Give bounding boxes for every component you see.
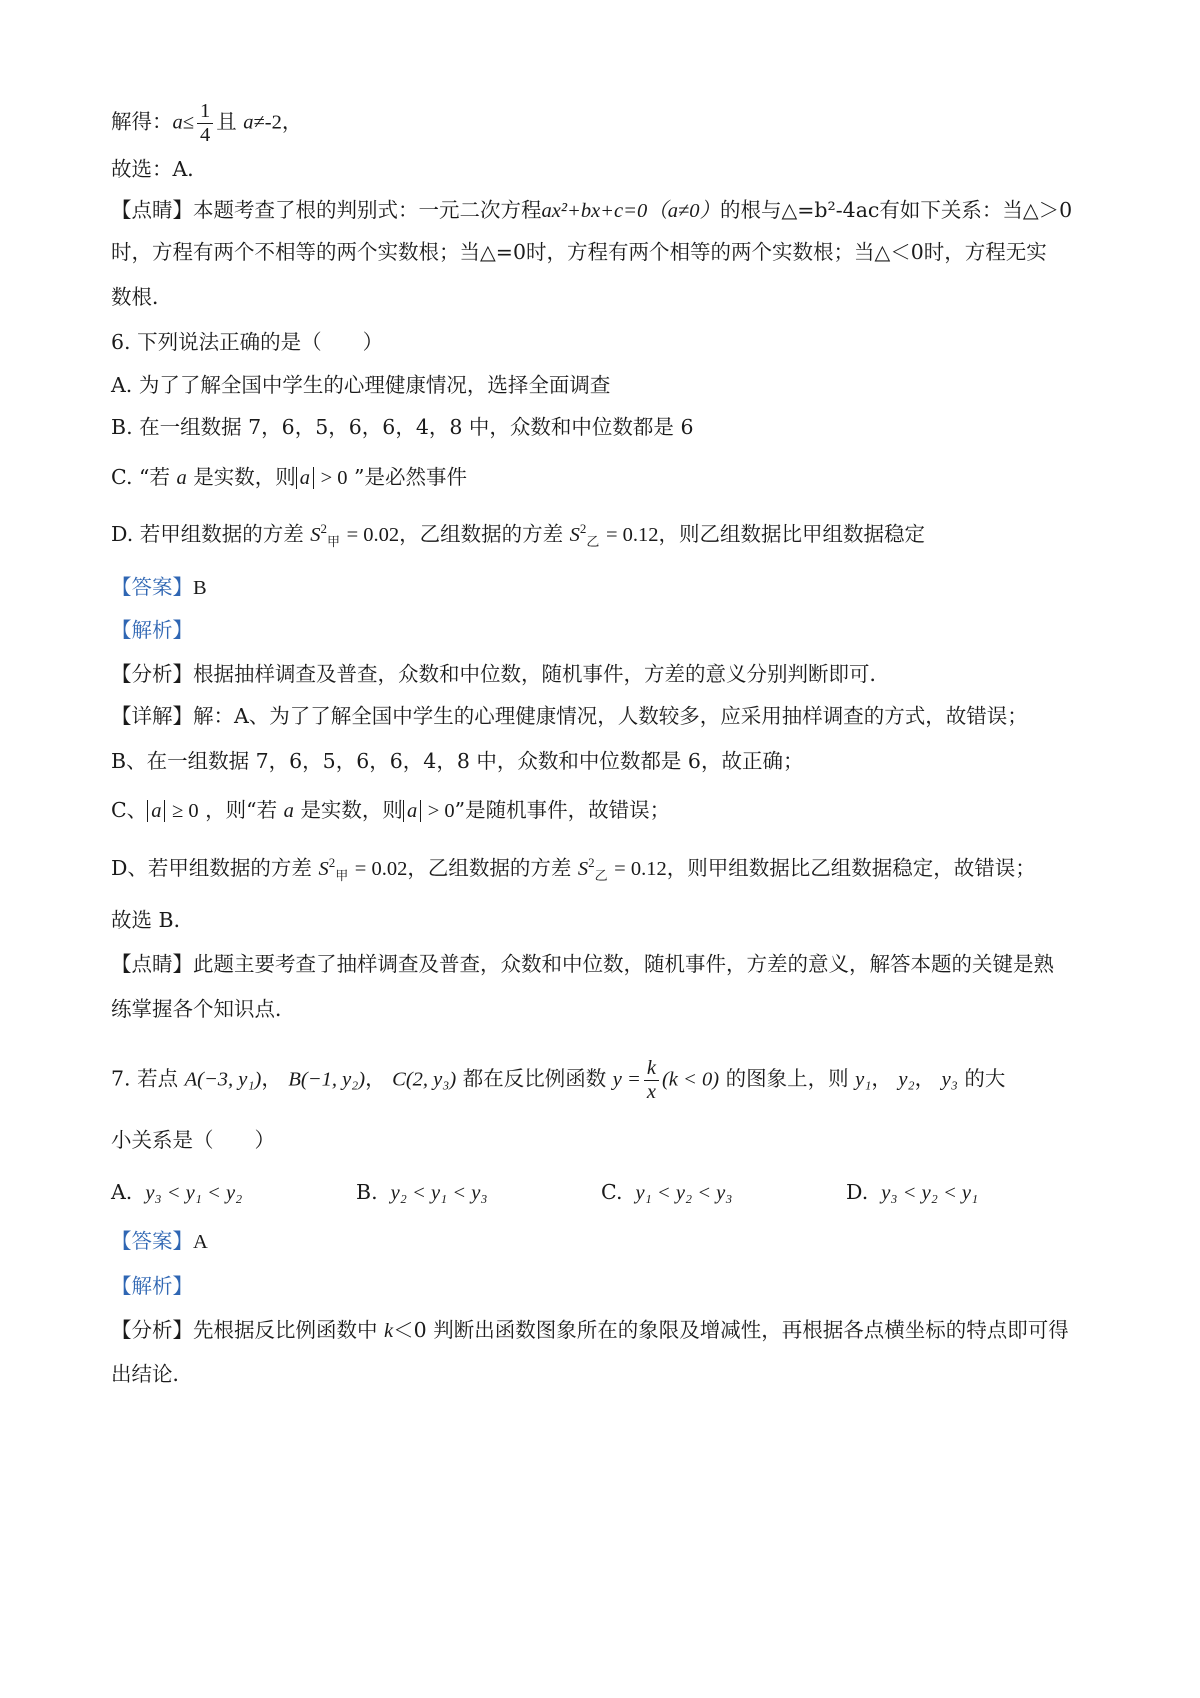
q6-xiangjie-d [111,855,1036,885]
text: ，乙组数据的方差 [407,856,572,880]
q7-fenxi-line1 [111,1318,1069,1344]
answer-tag: 【答案】 [111,1229,193,1253]
sup: 2 [579,521,587,537]
sub-jia: 甲 [327,535,341,551]
q7-option-b [356,1180,601,1206]
text: ”是必然事件 [354,465,468,489]
abs-a: a [147,800,165,822]
text: 7. 若点 [111,1066,179,1091]
q7-stem-line2: 小关系是（ ） [111,1128,275,1152]
option-text: y₃ < y₁ < y₂ [145,1182,243,1204]
solve-prefix: 解得： [111,109,173,134]
frac-denominator: x [646,1080,656,1103]
answer-value: B [193,577,207,599]
var-k: k [384,1320,394,1342]
q6-dianjing-line2: 练掌握各个知识点． [111,997,296,1021]
option-text: y₂ < y₁ < y₃ [390,1182,488,1204]
function-lhs: y = [612,1068,641,1091]
fenxi-text: 根据抽样调查及普查，众数和中位数，随机事件，方差的意义分别判断即可． [193,662,890,686]
quadratic-equation: ax²+bx+c=0（a≠0） [541,200,720,222]
solve-mid: 且 [216,109,237,134]
text: ，乙组数据的方差 [399,522,564,546]
option-text: y₁ < y₂ < y₃ [635,1182,733,1204]
variance-s: S [569,524,580,546]
text: 的大 [964,1066,1006,1091]
option-label: A. [111,1180,133,1204]
variance-value: = 0.02 [354,858,408,880]
variance-value: = 0.02 [346,524,400,546]
text: D、若甲组数据的方差 [111,856,312,880]
q6-option-c [111,465,467,491]
q5-dianjing-line1 [111,198,1072,224]
text: ＜0 判断出函数图象所在的象限及增减性，再根据各点横坐标的特点即可得 [393,1318,1069,1342]
ge-zero: ≥ 0 [171,800,199,822]
q6-answer [111,575,207,601]
dianjing-text: 本题考查了根的判别式：一元二次方程 [193,198,542,222]
q6-xiangjie-b: B、在一组数据 7，6，5，6，6，4，8 中，众数和中位数都是 6，故正确； [111,749,804,773]
dianjing-text: 此题主要考查了抽样调查及普查，众数和中位数，随机事件，方差的意义，解答本题的关键是熟 [193,952,1054,976]
var-a: a [172,111,183,134]
text: ，则乙组数据比甲组数据稳定 [658,522,926,546]
point-c: C(2, y₃) [392,1068,457,1091]
option-text: y₃ < y₂ < y₁ [881,1182,979,1204]
text: C. “若 [111,465,170,489]
point-a: A(−3, y₁) [184,1068,262,1091]
dianjing-tag: 【点睛】 [111,198,193,222]
condition: (k < 0) [661,1068,720,1091]
option-label: C. [601,1180,623,1204]
sub-yi: 乙 [594,869,608,885]
le-symbol: ≤ [182,111,195,134]
sub-jia: 甲 [335,869,349,885]
fenxi-tag: 【分析】 [111,662,193,686]
dianjing-text: 的根与△=b²-4ac有如下关系：当△＞0 [719,198,1073,222]
text: ， [365,1066,386,1091]
q6-option-a: A. 为了了解全国中学生的心理健康情况，选择全面调查 [111,373,611,397]
fraction-one-quarter [197,100,213,146]
text: ”是随机事件，故错误； [454,798,671,822]
variance-s: S [310,524,321,546]
text: C、 [111,798,148,822]
q6-choice: 故选 B． [111,908,195,932]
text: 的图象上，则 [725,1066,849,1091]
q6-xiangjie-c [111,798,670,824]
text: 是实数，则 [193,465,296,489]
xiangjie-tag: 【详解】 [111,704,193,728]
q6-dianjing-line1 [111,952,1054,977]
point-b: B(−1, y₂) [288,1068,366,1091]
q7-option-a [111,1180,356,1206]
var-y3: y₃ [941,1068,958,1091]
q5-dianjing-line2: 时，方程有两个不相等的两个实数根；当△=0时，方程有两个相等的两个实数根；当△＜0时，方程无实 [111,240,1047,264]
frac-denominator: 4 [200,123,211,146]
text: ，则甲组数据比乙组数据稳定，故错误； [666,856,1036,880]
sup: 2 [320,521,328,537]
var-a: a [283,800,294,822]
var-y1: y₁ [855,1068,872,1091]
var-a: a [243,111,254,134]
text: ，则“若 [205,798,278,822]
var-y2: y₂ [898,1068,915,1091]
q5-dianjing-line3: 数根． [111,285,173,309]
q7-jiexi-tag: 【解析】 [111,1274,193,1298]
solve-end: ≠-2， [253,111,303,134]
solve-line [111,100,302,146]
gt-zero: > 0 [320,467,348,489]
q6-jiexi-tag: 【解析】 [111,618,193,642]
variance-value: = 0.12 [605,524,659,546]
q7-stem: 7. 若点 A(−3, y₁)， B(−1, y₂)， C(2, y₃) 都在反比例函数 y = $\frac{k}{x}$ (k < 0) 的图象上，则 y₁， y₂， y₃ 的大 [111,1057,1006,1103]
gt-zero: > 0 [427,800,455,822]
q6-option-b: B. 在一组数据 7，6，5，6，6，4，8 中，众数和中位数都是 6 [111,415,694,439]
q6-option-d [111,521,926,551]
q6-fenxi [111,662,890,687]
q7-options [111,1180,1091,1206]
text: D. 若甲组数据的方差 [111,522,304,546]
q7-option-d [846,1180,1091,1206]
q6-xiangjie-a [111,704,1028,729]
option-label: D. [846,1180,869,1204]
text: 是实数，则 [300,798,403,822]
q5-choice: 故选：A． [111,157,208,181]
var-a: a [176,467,187,489]
fraction-k-over-x [644,1057,659,1103]
variance-s: S [318,858,329,880]
sup: 2 [588,855,595,871]
variance-value: = 0.12 [614,858,667,880]
text: 都在反比例函数 [462,1066,607,1091]
q6-stem: 6. 下列说法正确的是（ ） [111,330,384,354]
q7-fenxi-line2: 出结论． [111,1362,193,1386]
frac-numerator: 1 [197,100,213,124]
sup: 2 [328,855,336,871]
q7-answer [111,1229,208,1255]
text: ， [261,1066,282,1091]
xiangjie-text: 解：A、为了了解全国中学生的心理健康情况，人数较多，应采用抽样调查的方式，故错误； [193,704,1028,728]
abs-a: a [403,800,421,822]
variance-s: S [577,858,589,880]
fenxi-tag: 【分析】 [111,1318,193,1342]
answer-value: A [193,1231,208,1253]
text: 先根据反比例函数中 [193,1318,378,1342]
frac-numerator: k [644,1057,659,1081]
answer-tag: 【答案】 [111,575,193,599]
abs-a: a [296,467,314,489]
q7-option-c [601,1180,846,1206]
option-label: B. [356,1180,378,1204]
sub-yi: 乙 [586,535,600,551]
dianjing-tag: 【点睛】 [111,952,193,976]
